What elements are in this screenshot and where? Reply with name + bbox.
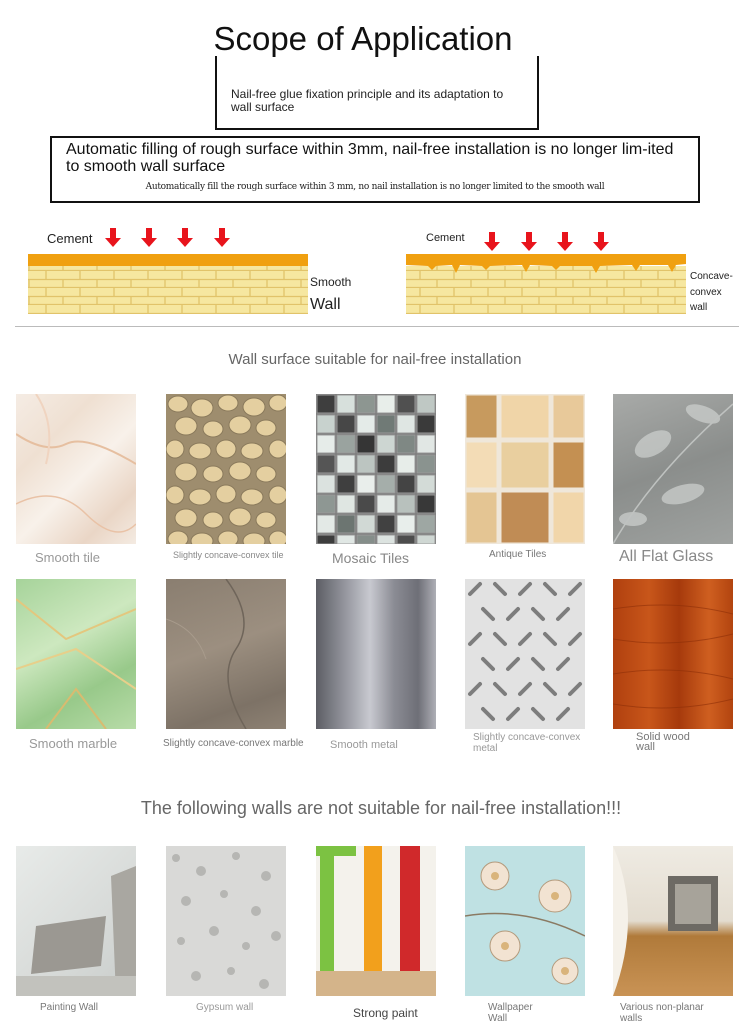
- smooth-label: Smooth: [310, 275, 352, 289]
- caption-wallpaper: Wallpaper Wall: [488, 1002, 533, 1024]
- smooth-marble-image: [16, 579, 136, 729]
- notice-box: [50, 136, 700, 203]
- caption-strong-paint: Strong paint: [353, 1006, 418, 1020]
- concave-wall-diagram: [406, 232, 686, 314]
- caption-smooth-marble: Smooth marble: [29, 736, 118, 751]
- subtitle-text: Nail-free glue fixation principle and its adaptation to wall surface: [231, 87, 504, 114]
- mosaic-tile-image: [316, 394, 436, 544]
- caption-flat-glass: All Flat Glass: [619, 548, 714, 565]
- wall-label: Wall: [310, 296, 341, 313]
- cement-diagram: [0, 220, 750, 325]
- concave-metal-image: [465, 579, 585, 729]
- concave-marble-image: [166, 579, 286, 729]
- left-cement-label: Cement: [47, 231, 93, 246]
- gypsum-wall-image: [166, 846, 286, 996]
- diamond-plate-pattern: [465, 579, 585, 729]
- solid-wood-image: [613, 579, 733, 729]
- suitable-heading: Wall surface suitable for nail-free installation: [228, 351, 522, 368]
- painting-wall-image: [16, 846, 136, 996]
- caption-painting-wall: Painting Wall: [40, 1002, 98, 1013]
- divider: [15, 326, 739, 327]
- caption-non-planar: Various non-planar walls: [620, 1002, 704, 1024]
- concave-label-3: wall: [690, 302, 708, 313]
- antique-tile-image: [465, 394, 585, 544]
- caption-gypsum-wall: Gypsum wall: [196, 1002, 254, 1013]
- flat-glass-image: [613, 394, 733, 544]
- strong-paint-image: [316, 846, 436, 996]
- caption-antique-tiles: Antique Tiles: [489, 549, 547, 560]
- concave-label-1: Concave-: [690, 271, 733, 282]
- concave-label-2: convex: [690, 287, 722, 298]
- smooth-metal-image: [316, 579, 436, 729]
- wallpaper-image: [465, 846, 585, 996]
- unsuitable-heading: The following walls are not suitable for nail-free installation!!!: [140, 798, 622, 818]
- caption-solid-wood: Solid wood wall: [636, 731, 690, 753]
- caption-smooth-tile: Smooth tile: [35, 550, 101, 565]
- caption-mosaic-tiles: Mosaic Tiles: [332, 550, 410, 566]
- page-title: Scope of Application: [213, 20, 513, 57]
- mosaic-grid: [316, 394, 436, 544]
- subtitle-box: [215, 56, 539, 130]
- caption-concave-metal: Slightly concave-convex metal: [473, 732, 581, 754]
- right-cement-label: Cement: [426, 232, 465, 244]
- caption-concave-tile: Slightly concave-convex tile: [173, 550, 284, 560]
- notice-main-text: Automatic filling of rough surface within 3mm, nail-free installation is no longer lim-ited to smooth wall surface: [66, 141, 674, 175]
- caption-concave-marble: Slightly concave-convex marble: [163, 738, 304, 749]
- concave-tile-image: [166, 394, 286, 544]
- non-planar-wall-image: [613, 846, 733, 996]
- notice-small-text: Automatically fill the rough surface within 3 mm, no nail installation is no longer limited to the smooth wall: [145, 182, 605, 192]
- smooth-tile-image: [16, 394, 136, 544]
- pebble-pattern: [166, 394, 286, 544]
- caption-smooth-metal: Smooth metal: [330, 739, 398, 751]
